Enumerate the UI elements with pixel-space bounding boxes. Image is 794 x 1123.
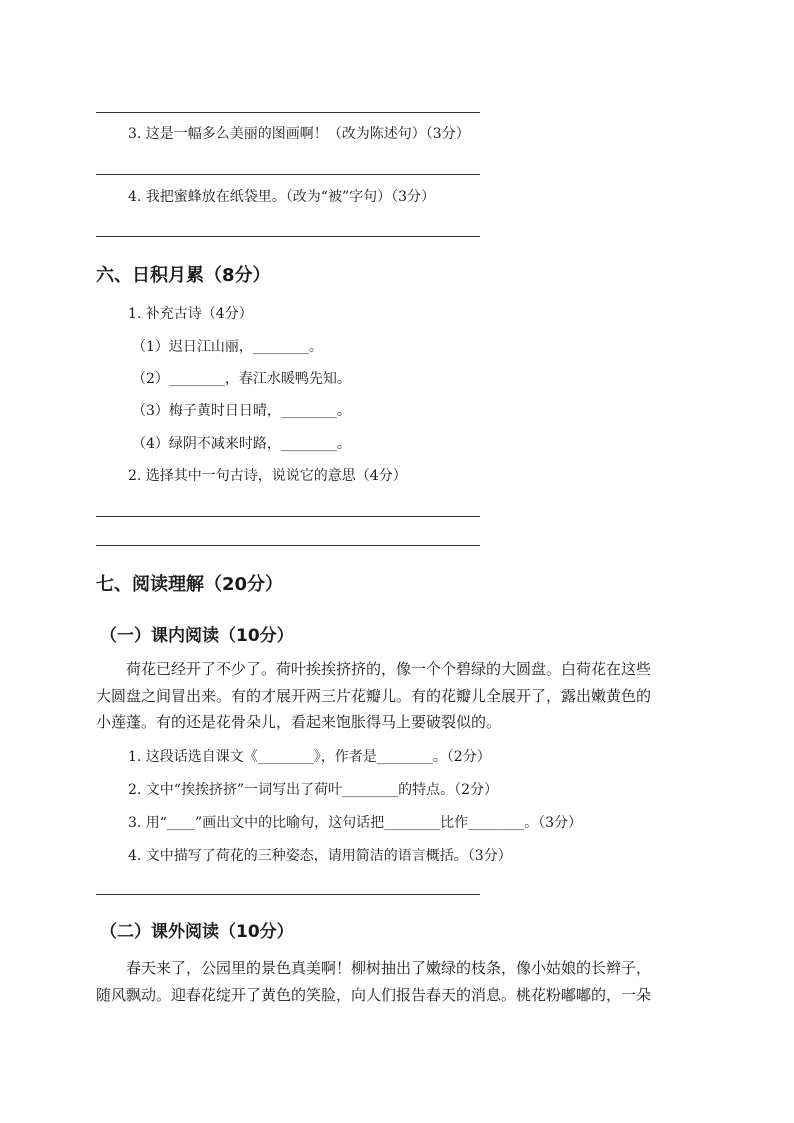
passage-line: 春天来了，公园里的景色真美啊！柳树抽出了嫩绿的枝条，像小姑娘的长辫子，: [96, 959, 652, 977]
section-title-7: 七、阅读理解（20分）: [96, 574, 284, 595]
answer-line: [96, 236, 480, 237]
question-6-2: 2. 选择其中一句古诗，说说它的意思（4分）: [128, 468, 407, 484]
poem-line-4: （4）绿阴不减来时路，________。: [132, 436, 351, 452]
subsection-title-outclass: （二）课外阅读（10分）: [100, 922, 294, 942]
poem-line-2: （2）________，春江水暖鸭先知。: [132, 371, 351, 387]
answer-line: [96, 174, 480, 175]
passage-line: 随风飘动。迎春花绽开了黄色的笑脸，向人们报告春天的消息。桃花粉嘟嘟的，一朵: [96, 985, 652, 1004]
question-7-4: 4. 文中描写了荷花的三种姿态，请用简洁的语言概括。（3分）: [128, 848, 512, 864]
question-7-3: 3. 用“____”画出文中的比喻句，这句话把________比作________。（3分）: [128, 815, 583, 831]
poem-line-1: （1）迟日江山丽，________。: [132, 339, 323, 355]
answer-line: [96, 894, 480, 895]
question-5-4: 4. 我把蜜蜂放在纸袋里。（改为“被”字句）（3分）: [128, 189, 436, 205]
answer-line: [96, 545, 480, 546]
poem-line-3: （3）梅子黄时日日晴，________。: [132, 403, 351, 419]
passage-line: 荷花已经开了不少了。荷叶挨挨挤挤的，像一个个碧绿的大圆盘。白荷花在这些: [96, 660, 652, 678]
question-6-1: 1. 补充古诗（4分）: [128, 306, 253, 322]
passage-line: 大圆盘之间冒出来。有的才展开两三片花瓣儿。有的花瓣儿全展开了，露出嫩黄色的: [96, 686, 652, 705]
question-5-3: 3. 这是一幅多么美丽的图画啊！（改为陈述句）（3分）: [128, 126, 470, 142]
passage-line: 小莲蓬。有的还是花骨朵儿，看起来饱胀得马上要破裂似的。: [96, 713, 502, 731]
question-7-1: 1. 这段话选自课文《________》，作者是________。（2分）: [128, 749, 491, 765]
subsection-title-inclass: （一）课内阅读（10分）: [100, 626, 294, 646]
reading-passage-inclass: [96, 656, 696, 736]
section-title-6: 六、日积月累（8分）: [96, 265, 271, 286]
answer-line: [96, 516, 480, 517]
question-7-2: 2. 文中“挨挨挤挤”一词写出了荷叶________的特点。（2分）: [128, 782, 499, 798]
reading-passage-outclass: [96, 955, 696, 1008]
answer-line: [96, 112, 480, 113]
